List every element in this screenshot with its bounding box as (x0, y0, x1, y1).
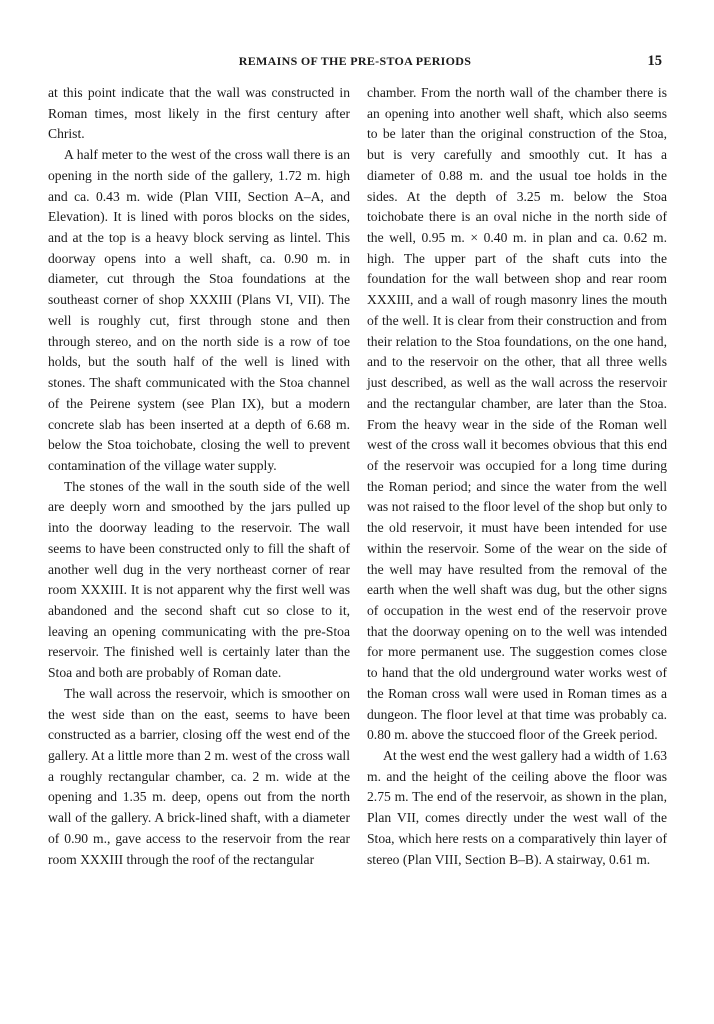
paragraph: The stones of the wall in the south side of the well are deeply worn and smoothed by the jars pulled up into the doorway leading to the reservoir. The wall seems to have been constructed only to fill the shaft of another well dug in the very northeast corner of rear room XXXIII. It is not apparent why the first well was abandoned and the second shaft cut so close to it, leaving an opening communicating with the pre-Stoa reservoir. The finished well is certainly later than the Stoa and both are probably of Roman date. (48, 478, 350, 681)
left-column (48, 83, 350, 870)
page-number: 15 (647, 53, 662, 69)
paragraph: at this point indicate that the wall was constructed in Roman times, most likely in the first century after Christ. (48, 85, 350, 142)
running-header (48, 54, 662, 76)
paragraph: A half meter to the west of the cross wall there is an opening in the north side of the gallery, 1.72 m. high and ca. 0.43 m. wide (Plan VIII, Section A–A, and Elevation). It is lined with poros blocks on the sides, and at the top is a heavy block serving as lintel. This doorway opens into a well shaft, ca. 0.90 m. in diameter, cut through the Stoa foundations at the southeast corner of shop XXXIII (Plans VI, VII). The well is roughly cut, first through stone and then through stereo, and on the north side is a row of toe holds, but the south half of the well is lined with stones. The shaft communicated with the Stoa channel of the Peirene system (see Plan IX), but a modern concrete slab has been inserted at a depth of 6.68 m. below the Stoa toichobate, closing the well to prevent contamination of the village water supply. (48, 147, 350, 473)
paragraph: The wall across the reservoir, which is smoother on the west side than on the east, seems to have been constructed as a barrier, closing off the west end of the gallery. At a little more than 2 m. west of the cross wall a roughly rectangular chamber, ca. 2 m. wide at the opening and 1.35 m. deep, opens out from the north wall of the gallery. A brick-lined shaft, with a diameter of 0.90 m., gave access to the reservoir from the rear room XXXIII through the roof of the rectangular (48, 685, 350, 867)
running-title: REMAINS OF THE PRE-STOA PERIODS (238, 54, 472, 68)
paragraph: At the west end the west gallery had a width of 1.63 m. and the height of the ceiling above the floor was 2.75 m. The end of the reservoir, as shown in the plan, Plan VII, comes directly under the west wall of the Stoa, which here rests on a comparatively thin layer of stereo (Plan VIII, Section B–B). A stairway, 0.61 m. (367, 748, 667, 867)
paragraph: chamber. From the north wall of the chamber there is an opening into another well shaft, which also seems to be later than the original construction of the Stoa, but is very carefully and smoothly cut. It has a diameter of 0.88 m. and the usual toe holds in the sides. At the depth of 3.25 m. below the Stoa toichobate there is an oval niche in the north side of the well, 0.95 m. × 0.40 m. in plan and ca. 0.62 m. high. The upper part of the shaft cuts into the foundation for the wall between shop and rear room XXXIII, and a wall of rough masonry lines the mouth of the well. It is clear from their construction and from their relation to the Stoa foundations, on the one hand, and to the reservoir on the other, that all three wells just described, as well as the wall across the reservoir and the rectangular chamber, are later than the Stoa. From the heavy wear in the side of the Roman well west of the cross wall it becomes obvious that this end of the reservoir was occupied for a long time during the Roman period; and since the water from the well was not raised to the floor level of the shop but only to the old reservoir, it must have been intended for use within the reservoir. Some of the wear on the side of the well may have resulted from the removal of the earth when the well shaft was dug, but the other signs of occupation in the west end of the reservoir prove that the doorway opening on to the well was intended for more permanent use. The suggestion comes close to hand that the old underground water works west of the Roman cross wall were used in Roman times as a dungeon. The floor level at that time was probably ca. 0.80 m. above the stuccoed floor of the Greek period. (367, 85, 667, 743)
right-column (367, 83, 667, 870)
